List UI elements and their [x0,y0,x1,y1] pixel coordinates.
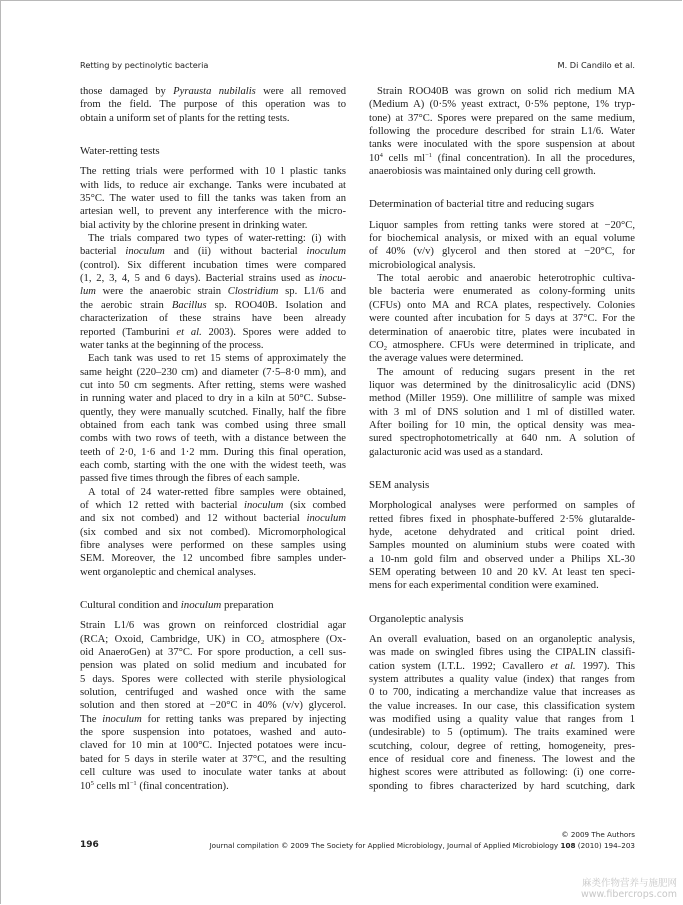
paragraph [369,499,635,592]
text-line: liquor was determined by the dinitrosalicylic acid (DNS) [369,379,635,391]
text-line: a 10-nm gold film and observed under a Philips XL-30 [369,553,635,565]
text-line: determination of anaerobic titre, plates were incubated in [369,326,635,338]
text-line: 35°C. The water used to fill the tanks was taken from an [80,193,346,205]
text-line: artesian well, to prevent any interference with the micro- [80,206,346,218]
text-line: SEM operating between 10 and 20 kV. At least ten speci- [369,567,635,578]
text-line: the average values were determined. [369,353,524,365]
text-line: water tanks at the beginning of the process. [80,339,264,351]
text-line: Samples mounted on aluminium stubs were coated with [369,540,635,552]
text-line: microbiological analysis. [369,259,476,271]
text-line: and six not combed) and 12 without bacterial inoculum [80,513,346,525]
paragraph [369,219,635,272]
paragraph [80,85,346,125]
text-line: (Medium A) (0·5% yeast extract, 0·5% peptone, 1% tryp- [369,99,635,111]
section-heading-cultural-condition: Cultural condition and inoculum preparation [80,599,274,612]
text-line: obtain a uniform set of plants for the retting tests. [80,112,290,124]
text-line: were counted after incubation for 5 days at 37°C. For the [369,313,635,325]
text-line: fibre analyses were performed on these samples using [80,540,346,551]
text-line: same height (220–230 cm) and diameter (7·5–8·0 mm), and [80,366,346,378]
text-line: tone) at 37°C. Spores were prepared on the same medium, [369,112,635,124]
text-line: went organoleptic and chemical analyses. [80,566,257,578]
text-line: of which 12 retted with bacterial inoculum (six combed [80,499,346,511]
text-line: The amount of reducing sugars present in the ret [377,366,635,378]
text-line: claved for 10 min at 100°C. Injected potatoes were incu- [80,740,346,752]
section-heading-bacterial-titre: Determination of bacterial titre and reducing sugars [369,198,594,211]
text-line: The total aerobic and anaerobic heterotrophic cultiva- [377,273,635,285]
site-watermark: 麻类作物营养与施肥网 www.fibercrops.com [580,878,677,900]
text-line: solution, centrifuged and washed once with the same [80,687,346,699]
text-line: cut into 50 cm segments. After retting, stems were washed [80,379,346,391]
text-line: those damaged by Pyrausta nubilalis were all removed [80,86,346,97]
text-line: mens for each experimental condition were examined. [369,580,599,592]
text-line: bacterial inoculum and (ii) without bacterial inoculum [80,246,346,258]
paragraph [80,352,346,485]
text-line: galacturonic acid was used as a standard. [369,446,543,458]
running-authors: M. Di Candilo et al. [557,60,635,70]
text-line: cation system (I.T.L. 1992; Cavallero et al. 1997). This [369,660,635,672]
text-line: passed five times through the fibres of each sample. [80,473,300,485]
text-line: of 40% (v/v) glycerol and then stored at −20°C, for [369,246,635,258]
text-line: (1, 2, 3, 4, 5 and 6 days). Bacterial strains used as inocu- [80,273,346,285]
paragraph [369,272,635,365]
text-line: oid AnaeroGen) at 37°C. For spore production, a cell sus- [80,647,346,659]
text-line: sponding to fibres characterized by hard scutching, dark [369,780,635,792]
text-line: was modified using a quality value that ranges from 1 [369,714,635,726]
paragraph [80,232,346,352]
text-line: teeth of 2·0, 1·6 and 1·2 mm. During this final operation, [80,446,346,458]
text-line: hyde, acetone dehydrated and critical point dried. [369,526,635,538]
text-line: A total of 24 water-retted fibre samples were obtained, [88,486,346,498]
text-line: combs with two rows of teeth, with a distance between the [80,433,346,445]
text-line: anaerobiosis was maintained only during cell growth. [369,166,596,178]
text-line: from the field. The purpose of this operation was to [80,99,346,111]
text-line: lum were the anaerobic strain Clostridium sp. L1/6 and [80,286,346,298]
text-line: 5 days. Spores were collected with sterile physiological [80,673,346,685]
text-line: The inoculum for retting tanks was prepared by injecting [80,713,346,725]
text-line: (six combed and six not combed). Micromorphological [80,526,346,538]
right-column [369,85,635,793]
text-line: characterization of these strains have been already [80,313,346,325]
text-line: tanks were inoculated with the spore suspension at about [369,139,635,151]
text-line: highest scores were attributed as following: (i) one corre- [369,767,635,779]
text-line: for biochemical analysis, or mixed with an equal volume [369,233,635,245]
text-line: cell culture was used to inoculate water tanks at about [80,767,346,779]
section-heading-sem-analysis: SEM analysis [369,478,430,491]
running-title: Retting by pectinolytic bacteria [80,60,209,70]
text-line: quently, they were manually scutched. Finally, half the fibre [80,406,346,418]
text-line: (undesirable) to 5 (optimum). The traits examined were [369,727,635,739]
section-heading-water-retting: Water-retting tests [80,145,160,158]
text-line: scutching, colour, degree of retting, homogeneity, pres- [369,740,635,752]
text-line: Strain ROO40B was grown on solid rich medium MA [377,86,635,97]
text-line: SEM. Moreover, the 12 uncombed fibre samples under- [80,553,346,565]
text-line: following the procedure described for strain L1/6. Water [369,126,635,138]
text-line: in running water and placed to dry in a kiln at 50°C. Subse- [80,393,346,405]
text-line: with lids, to reduce air exchange. Tanks were incubated at [80,179,346,191]
text-line: The retting trials were performed with 10 l plastic tanks [80,166,346,178]
text-line: was made on swingled fibres using the CIPALIN classifi- [369,647,635,659]
text-line: pension was plated on solid medium and incubated for [80,660,346,672]
text-line: $10^4$ cells $ml^{-1}$ (final concentration). In all the procedures, [369,151,635,164]
text-line: Strain L1/6 was grown on reinforced clostridial agar [80,620,346,632]
text-line: solution and then stored at −20°C in 40% (v/v) glycerol. [80,700,346,712]
text-line: the value increases. In our case, this classification system [369,700,635,712]
paragraph [80,165,346,232]
text-line: obtained from each tank was combed using three small [80,419,346,431]
text-line: bial activity by the chlorine present in drinking water. [80,219,308,231]
journal-citation: Journal compilation © 2009 The Society for Applied Microbiology, Journal of Applied Microbiology 108 (2010) 194–203 [209,841,635,850]
paragraph [369,633,635,793]
text-line: bated for 5 days in sterile water at 37°C, and the resulting [80,753,346,765]
page-number: 196 [80,840,99,850]
text-line: Liquor samples from retting tanks were stored at −20°C, [369,219,635,231]
text-line: sured spectrophotometrically at 640 nm. A solution of [369,433,635,445]
text-line: method (Miller 1959). One millilitre of sample was mixed [369,393,635,405]
text-line: the spore suspension into potatoes, washed and auto- [80,727,346,739]
text-line: An overall evaluation, based on an organoleptic analysis, [369,634,635,646]
text-line: $CO_2$ atmosphere. CFUs were determined in triplicate, and [369,339,635,352]
text-line: each comb, starting with the one with the widest teeth, was [80,459,346,471]
text-line: ble bacteria were enumerated as colony-forming units [369,286,635,298]
text-line: 0 to 700, indicating a merchandize value that increases as [369,687,635,699]
section-heading-organoleptic: Organoleptic analysis [369,612,464,625]
text-line: The trials compared two types of water-retting: (i) with [88,233,346,245]
text-line: the aerobic strain Bacillus sp. ROO40B. Isolation and [80,299,346,311]
text-line: system attributes a quality value (index) that ranges from [369,674,635,686]
text-line: reported (Tamburini et al. 2003). Spores were added to [80,326,346,338]
text-line: (RCA; Oxoid, Cambridge, UK) in $CO_2$ atmosphere (Ox- [80,633,346,646]
text-line: with 3 ml of DNS solution and 1 ml of distilled water. [369,406,635,418]
text-line: Morphological analyses were performed on samples of [369,500,635,512]
text-line: (control). Six different incubation times were compared [80,259,346,271]
text-line: $10^5$ cells $ml^{-1}$ (final concentration). [80,779,229,792]
paragraph [80,486,346,579]
left-column [80,85,346,793]
paragraph [80,619,346,792]
paragraph [369,85,635,178]
text-line: After boiling for 10 min, the optical density was mea- [369,419,635,431]
text-line: Each tank was used to ret 15 stems of approximately the [88,353,346,365]
text-line: ence of residual core and fineness. The lowest and the [369,754,635,766]
text-line: retted fibres fixed in phosphate-buffered 2·5% glutaralde- [369,513,635,525]
paragraph [369,366,635,459]
text-line: (CFUs) onto MA and RCA plates, respectively. Colonies [369,299,635,311]
copyright-notice: © 2009 The Authors [561,830,635,839]
